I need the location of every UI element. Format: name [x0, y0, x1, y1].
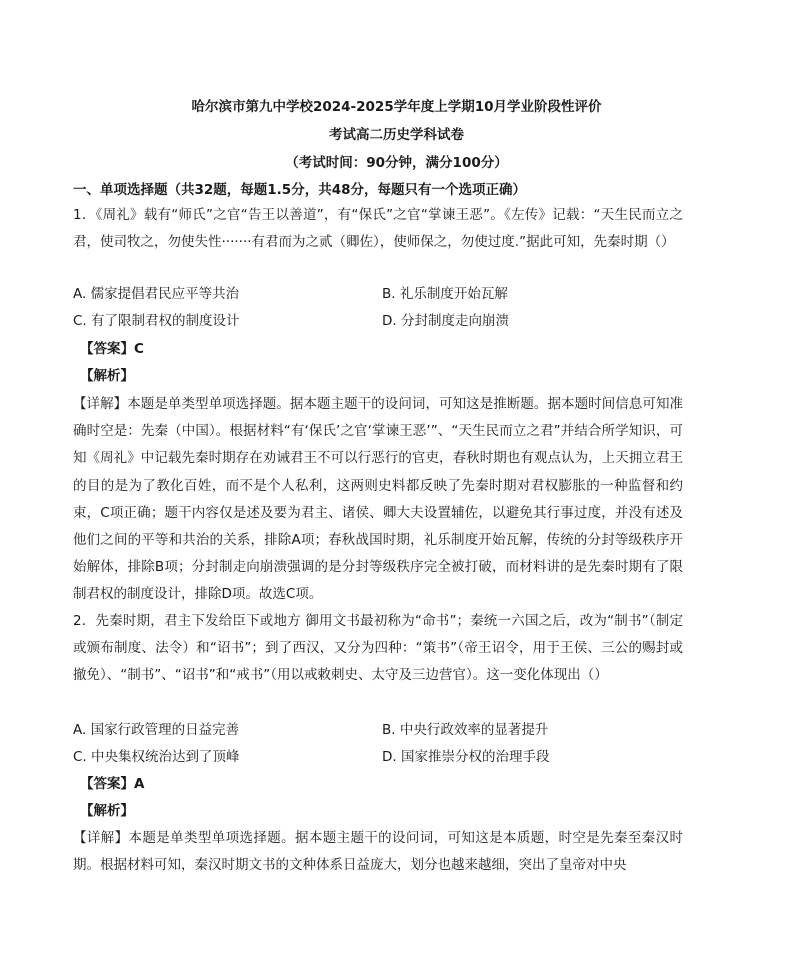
q1-option-a: A. 儒家提倡君民应平等共治	[73, 286, 240, 302]
q2-detail: 【详解】本题是单类型单项选择题。据本题主题干的设问词，可知这是本质题，时空是先秦至秦汉时期。根据材料可知，秦汉时期文书的文种体系日益庞大，划分也越来越细，突出了皇帝对中央	[73, 830, 683, 874]
question-2-stem: 2．先秦时期，君主下发给臣下或地方 御用文书最初称为“命书”；秦统一六国之后，改为“制书”（制定或颁布制度、法令）和“诏书”；到了西汉，又分为四种：“策书”（帝王诏令，用于王侯、三公的赐封或撤免）、“制书”、“诏书”和“戒书”（用以戒敕刺史、太守及三边营官）。这一变化体现出（）	[73, 613, 683, 684]
q1-analysis-label: 【解析】	[80, 368, 134, 384]
q1-detail: 【详解】本题是单类型单项选择题。据本题主题干的设问词，可知这是推断题。据本题时间信息可知准确时空是：先秦（中国）。根据材料“有‘保氏’之官‘掌谏王恶’”、“天生民而立之君”并结合所学知识，可知《周礼》中记载先秦时期存在劝诫君王不可以行恶行的官吏，春秋时期也有观点认为，上天拥立君王的目的是为了教化百姓，而不是个人私利，这两则史料都反映了先秦时期对君权膨胀的一种监督和约束，C项正确；题干内容仅是述及要为君主、诸侯、卿大夫设置辅佐，以避免其行事过度，并没有述及他们之间的平等和共治的关系，排除A项；春秋战国时期，礼乐制度开始瓦解，传统的分封等级秩序开始解体，排除B项；分封制走向崩溃强调的是分封等级秩序完全被打破，而材料讲的是先秦时期有了限制君权的制度设计，排除D项。故选C项。	[73, 396, 683, 603]
q2-option-a: A. 国家行政管理的日益完善	[73, 722, 240, 738]
exam-school-title: 哈尔滨市第九中学校2024-2025学年度上学期10月学业阶段性评价	[191, 99, 602, 115]
q2-option-c: C. 中央集权统治达到了顶峰	[73, 749, 240, 765]
q1-option-c: C. 有了限制君权的制度设计	[73, 313, 240, 329]
section-heading: 一、单项选择题（共32题，每题1.5分，共48分，每题只有一个选项正确）	[73, 182, 526, 198]
q2-option-d: D. 国家推崇分权的治理手段	[382, 749, 550, 765]
q1-option-b: B. 礼乐制度开始瓦解	[382, 286, 508, 302]
q2-analysis-label: 【解析】	[80, 803, 134, 819]
q1-answer: 【答案】C	[80, 341, 144, 357]
exam-time-info: （考试时间：90分钟，满分100分）	[285, 155, 508, 171]
q2-option-b: B. 中央行政效率的显著提升	[382, 722, 549, 738]
q2-answer: 【答案】A	[80, 776, 145, 792]
question-1-stem: 1．《周礼》载有“师氏”之官“告王以善道”，有“保氏”之官“掌谏王恶”。《左传》记载：“天生民而立之君，使司牧之，勿使失性·······有君而为之贰（卿佐），使师保之，勿使过度.”据此可知，先秦时期（）	[73, 207, 683, 251]
exam-subject-title: 考试高二历史学科试卷	[329, 127, 464, 143]
q1-option-d: D. 分封制度走向崩溃	[382, 313, 509, 329]
